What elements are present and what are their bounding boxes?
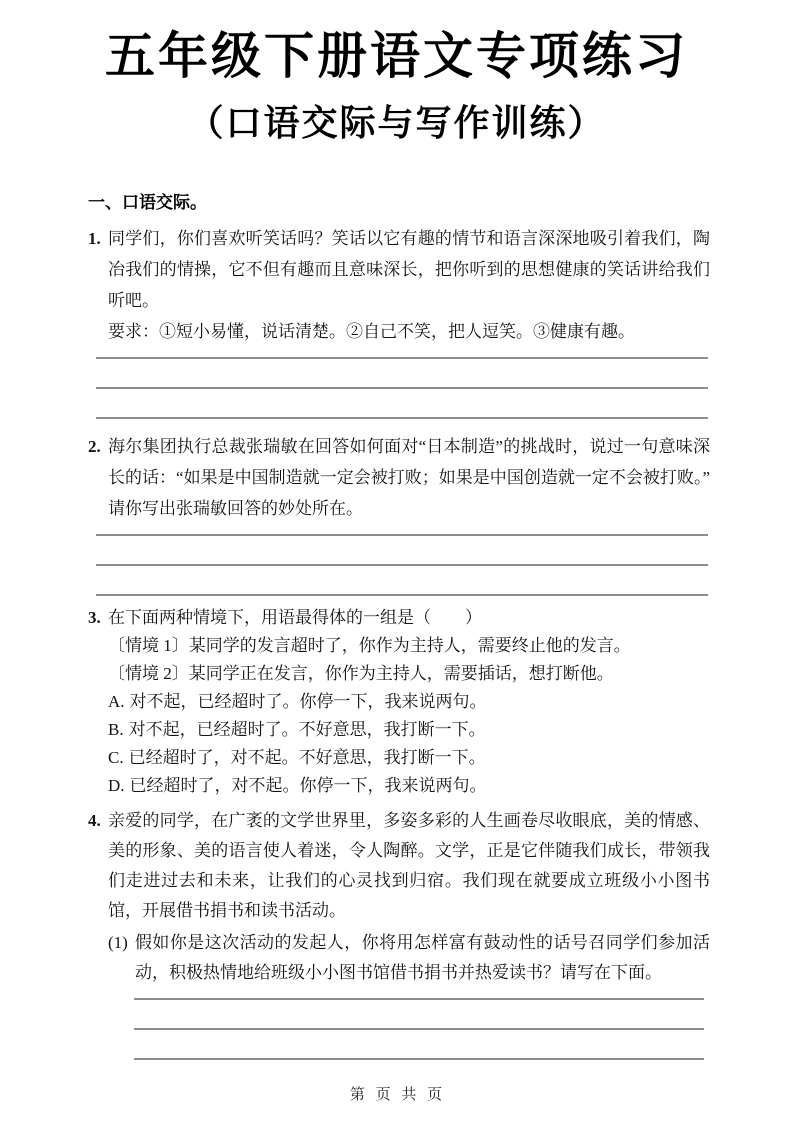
page-footer: 第 页 共 页 — [349, 1087, 444, 1103]
option-a-text: 对不起，已经超时了。你停一下，我来说两句。 — [129, 691, 487, 711]
question-4-answer-lines — [134, 988, 704, 1060]
answer-line — [96, 347, 708, 359]
question-4-sub-1 — [108, 928, 710, 988]
question-2-text: 海尔集团执行总裁张瑞敏在回答如何面对“日本制造”的挑战时，说过一句意味深长的话：“如果是中国制造就一定会被打败；如果是中国创造就一定不会被打败。”请你写出张瑞敏回答的妙处所在。 — [108, 436, 710, 518]
question-3-body — [108, 604, 710, 800]
answer-line — [96, 566, 708, 596]
question-2-body — [108, 431, 710, 524]
question-4-number: 4. — [88, 810, 101, 830]
question-3 — [88, 604, 710, 800]
answer-line — [134, 988, 704, 1000]
option-d-label: D. — [108, 775, 125, 795]
question-3-stem: 在下面两种情境下，用语最得体的一组是（ ） — [108, 607, 482, 627]
answer-line — [96, 536, 708, 566]
option-d-text: 已经超时了，对不起。你停一下，我来说两句。 — [129, 775, 487, 795]
question-2-number: 2. — [88, 436, 101, 456]
answer-line — [134, 1030, 704, 1060]
question-4-sub-1-text: 假如你是这次活动的发起人，你将用怎样富有鼓动性的话号召同学们参加活动，积极热情地给班级小小图书馆借书捐书并热爱读书？请写在下面。 — [135, 932, 710, 982]
question-1-number: 1. — [88, 228, 101, 248]
option-c-label: C. — [108, 747, 124, 767]
question-1-text: 同学们，你们喜欢听笑话吗？笑话以它有趣的情节和语言深深地吸引着我们，陶冶我们的情操，它不但有趣而且意味深长，把你听到的思想健康的笑话讲给我们听吧。 — [108, 228, 710, 310]
question-2 — [88, 431, 710, 524]
question-2-answer-lines — [96, 524, 708, 596]
answer-line — [134, 1000, 704, 1030]
option-b-label: B. — [108, 719, 124, 739]
worksheet-content — [88, 191, 710, 1060]
question-3-situation-1: 〔情境 1〕某同学的发言超时了，你作为主持人，需要终止他的发言。 — [108, 635, 631, 655]
question-4-sub-1-label: (1) — [108, 932, 128, 952]
question-3-number: 3. — [88, 607, 101, 627]
option-c-text: 已经超时了，对不起。不好意思，我打断一下。 — [128, 747, 486, 767]
question-1-body — [108, 223, 710, 347]
question-1-answer-lines — [96, 347, 708, 419]
question-4-body — [108, 806, 710, 988]
option-a-label: A. — [108, 691, 125, 711]
question-3-option-d — [108, 772, 710, 800]
section-heading: 一、口语交际。 — [88, 192, 207, 213]
page-title: 五年级下册语文专项练习 — [105, 27, 688, 85]
question-1-requirements: 要求：①短小易懂，说话清楚。②自己不笑，把人逗笑。③健康有趣。 — [108, 321, 635, 341]
answer-line — [96, 359, 708, 389]
question-4-text: 亲爱的同学，在广袤的文学世界里，多姿多彩的人生画卷尽收眼底，美的情感、美的形象、美的语言使人着迷，令人陶醉。文学，正是它伴随我们成长，带领我们走进过去和未来，让我们的心灵找到归宿。我们现在就要成立班级小小图书馆，开展借书捐书和读书活动。 — [108, 810, 710, 920]
answer-line — [96, 389, 708, 419]
page-subtitle: （口语交际与写作训练） — [187, 102, 606, 144]
question-1 — [88, 223, 710, 347]
answer-line — [96, 524, 708, 536]
question-3-option-a — [108, 688, 710, 716]
question-3-option-b — [108, 716, 710, 744]
question-4 — [88, 806, 710, 988]
option-b-text: 对不起，已经超时了。不好意思，我打断一下。 — [128, 719, 486, 739]
question-3-option-c — [108, 744, 710, 772]
question-3-situation-2: 〔情境 2〕某同学正在发言，你作为主持人，需要插话，想打断他。 — [108, 663, 614, 683]
